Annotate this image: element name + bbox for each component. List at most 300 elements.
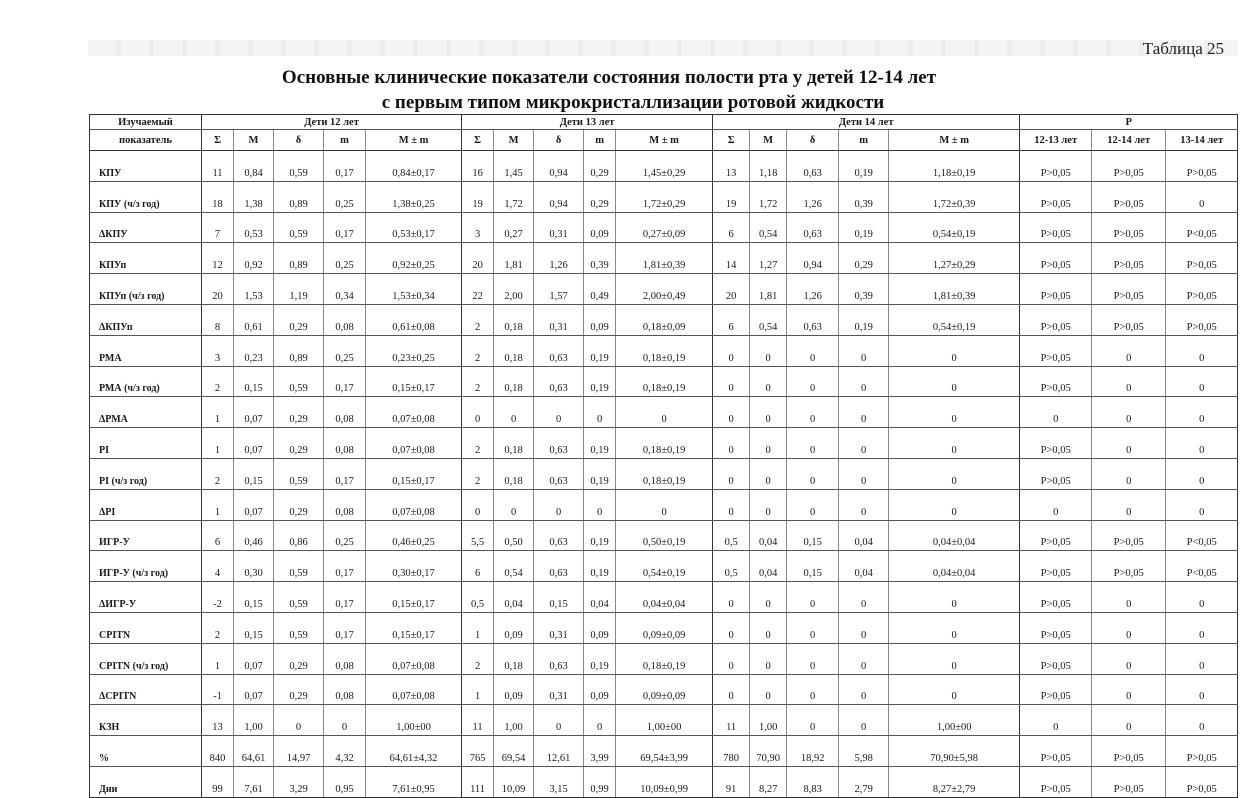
cell-sum-13: 2 bbox=[462, 304, 494, 335]
cell-p-12-13: P>0,05 bbox=[1020, 736, 1092, 767]
cell-p-12-14: 0 bbox=[1092, 674, 1166, 705]
header-error-14: m bbox=[839, 130, 889, 151]
indicator-name-cell: ИГР-У (ч/з год) bbox=[90, 551, 202, 582]
cell-delta-12: 0,59 bbox=[274, 212, 324, 243]
cell-sum-14: 19 bbox=[713, 181, 750, 212]
cell-error-12: 0,17 bbox=[324, 212, 366, 243]
cell-delta-14: 1,26 bbox=[787, 181, 839, 212]
cell-sum-12: 4 bbox=[202, 551, 234, 582]
cell-error-13: 0,19 bbox=[584, 428, 616, 459]
cell-error-12: 4,32 bbox=[324, 736, 366, 767]
cell-delta-13: 0,31 bbox=[534, 304, 584, 335]
indicator-name-cell: РМА (ч/з год) bbox=[90, 366, 202, 397]
cell-p-13-14: 0 bbox=[1166, 335, 1238, 366]
cell-mpm-12: 0,53±0,17 bbox=[366, 212, 462, 243]
cell-p-12-14: P>0,05 bbox=[1092, 736, 1166, 767]
cell-mean-13: 0,27 bbox=[494, 212, 534, 243]
table-row bbox=[90, 274, 1238, 305]
header-mpm-14: M ± m bbox=[889, 130, 1020, 151]
cell-error-14: 0 bbox=[839, 674, 889, 705]
cell-sum-14: 0 bbox=[713, 366, 750, 397]
indicator-name-cell: Дни bbox=[90, 766, 202, 797]
header-p-12-13: 12-13 лет bbox=[1020, 130, 1092, 151]
cell-mpm-14: 8,27±2,79 bbox=[889, 766, 1020, 797]
cell-delta-14: 0 bbox=[787, 428, 839, 459]
cell-p-12-13: 0 bbox=[1020, 705, 1092, 736]
cell-p-12-13: P>0,05 bbox=[1020, 643, 1092, 674]
cell-delta-13: 0,94 bbox=[534, 181, 584, 212]
header-mpm-13: M ± m bbox=[616, 130, 713, 151]
cell-delta-14: 0,63 bbox=[787, 304, 839, 335]
cell-sum-14: 0,5 bbox=[713, 520, 750, 551]
cell-mpm-14: 0 bbox=[889, 674, 1020, 705]
cell-mean-14: 0 bbox=[750, 397, 787, 428]
cell-p-13-14: P<0,05 bbox=[1166, 551, 1238, 582]
cell-error-14: 0 bbox=[839, 397, 889, 428]
cell-delta-13: 0 bbox=[534, 705, 584, 736]
cell-mpm-14: 0,54±0,19 bbox=[889, 304, 1020, 335]
cell-sum-13: 2 bbox=[462, 366, 494, 397]
cell-sum-14: 91 bbox=[713, 766, 750, 797]
cell-p-13-14: 0 bbox=[1166, 612, 1238, 643]
cell-delta-13: 0 bbox=[534, 489, 584, 520]
cell-sum-13: 3 bbox=[462, 212, 494, 243]
cell-mpm-13: 0,18±0,09 bbox=[616, 304, 713, 335]
cell-mean-12: 64,61 bbox=[234, 736, 274, 767]
cell-error-13: 0 bbox=[584, 397, 616, 428]
cell-delta-13: 0,63 bbox=[534, 366, 584, 397]
table-row bbox=[90, 181, 1238, 212]
cell-mean-12: 0,92 bbox=[234, 243, 274, 274]
header-delta-13: δ bbox=[534, 130, 584, 151]
cell-mean-12: 0,23 bbox=[234, 335, 274, 366]
cell-error-13: 0,09 bbox=[584, 612, 616, 643]
header-group-14: Дети 14 лет bbox=[713, 115, 1020, 130]
cell-error-12: 0,17 bbox=[324, 458, 366, 489]
clinical-indicators-table bbox=[89, 114, 1238, 798]
cell-error-12: 0,08 bbox=[324, 643, 366, 674]
cell-mpm-12: 0,15±0,17 bbox=[366, 582, 462, 613]
cell-error-13: 0,09 bbox=[584, 674, 616, 705]
cell-error-12: 0,25 bbox=[324, 181, 366, 212]
header-group-13: Дети 13 лет bbox=[462, 115, 713, 130]
cell-mean-12: 0,53 bbox=[234, 212, 274, 243]
header-row-subcolumns bbox=[90, 130, 1238, 151]
cell-mean-12: 1,53 bbox=[234, 274, 274, 305]
cell-delta-12: 0,89 bbox=[274, 335, 324, 366]
cell-mpm-13: 0,09±0,09 bbox=[616, 612, 713, 643]
cell-delta-12: 0,59 bbox=[274, 582, 324, 613]
cell-sum-13: 2 bbox=[462, 335, 494, 366]
cell-mean-13: 1,81 bbox=[494, 243, 534, 274]
cell-mpm-12: 0,46±0,25 bbox=[366, 520, 462, 551]
cell-error-13: 0,29 bbox=[584, 181, 616, 212]
cell-p-12-14: 0 bbox=[1092, 612, 1166, 643]
table-row bbox=[90, 705, 1238, 736]
cell-sum-14: 0 bbox=[713, 428, 750, 459]
cell-p-13-14: 0 bbox=[1166, 582, 1238, 613]
cell-mpm-14: 0 bbox=[889, 489, 1020, 520]
cell-mpm-13: 1,45±0,29 bbox=[616, 151, 713, 182]
cell-sum-14: 0 bbox=[713, 489, 750, 520]
cell-mpm-13: 0,18±0,19 bbox=[616, 366, 713, 397]
cell-mpm-13: 0 bbox=[616, 489, 713, 520]
table-row bbox=[90, 304, 1238, 335]
indicator-name-cell: ΔКПУ bbox=[90, 212, 202, 243]
cell-p-12-13: P>0,05 bbox=[1020, 766, 1092, 797]
cell-p-12-14: 0 bbox=[1092, 582, 1166, 613]
indicator-name-cell: ΔРМА bbox=[90, 397, 202, 428]
cell-sum-13: 11 bbox=[462, 705, 494, 736]
cell-mean-13: 1,72 bbox=[494, 181, 534, 212]
cell-delta-13: 3,15 bbox=[534, 766, 584, 797]
cell-delta-14: 0,63 bbox=[787, 212, 839, 243]
table-row bbox=[90, 643, 1238, 674]
cell-p-12-13: P>0,05 bbox=[1020, 212, 1092, 243]
cell-mean-13: 69,54 bbox=[494, 736, 534, 767]
cell-mean-14: 0 bbox=[750, 366, 787, 397]
cell-delta-12: 14,97 bbox=[274, 736, 324, 767]
cell-mpm-13: 69,54±3,99 bbox=[616, 736, 713, 767]
cell-mean-12: 0,07 bbox=[234, 397, 274, 428]
cell-delta-14: 0,94 bbox=[787, 243, 839, 274]
cell-mpm-13: 0,50±0,19 bbox=[616, 520, 713, 551]
cell-delta-14: 0,63 bbox=[787, 151, 839, 182]
cell-mpm-14: 1,18±0,19 bbox=[889, 151, 1020, 182]
cell-mean-12: 0,07 bbox=[234, 428, 274, 459]
cell-error-12: 0,17 bbox=[324, 551, 366, 582]
cell-mpm-12: 0,15±0,17 bbox=[366, 366, 462, 397]
cell-mean-14: 1,18 bbox=[750, 151, 787, 182]
cell-mpm-12: 0,07±0,08 bbox=[366, 643, 462, 674]
cell-error-12: 0 bbox=[324, 705, 366, 736]
cell-p-13-14: P>0,05 bbox=[1166, 304, 1238, 335]
indicator-name-cell: PI (ч/з год) bbox=[90, 458, 202, 489]
table-row bbox=[90, 551, 1238, 582]
cell-p-13-14: 0 bbox=[1166, 366, 1238, 397]
cell-p-12-14: 0 bbox=[1092, 366, 1166, 397]
cell-p-13-14: P>0,05 bbox=[1166, 766, 1238, 797]
cell-mean-12: 0,15 bbox=[234, 612, 274, 643]
cell-mean-13: 1,00 bbox=[494, 705, 534, 736]
cell-error-14: 0,04 bbox=[839, 520, 889, 551]
cell-mean-13: 0 bbox=[494, 397, 534, 428]
cell-delta-12: 0,59 bbox=[274, 151, 324, 182]
cell-sum-14: 0 bbox=[713, 458, 750, 489]
cell-delta-13: 0,31 bbox=[534, 674, 584, 705]
cell-p-12-14: 0 bbox=[1092, 643, 1166, 674]
cell-sum-12: 840 bbox=[202, 736, 234, 767]
cell-sum-13: 765 bbox=[462, 736, 494, 767]
cell-error-13: 0,09 bbox=[584, 212, 616, 243]
cell-sum-12: -1 bbox=[202, 674, 234, 705]
indicator-name-cell: КПУп (ч/з год) bbox=[90, 274, 202, 305]
cell-error-13: 0,19 bbox=[584, 643, 616, 674]
cell-mpm-12: 0,84±0,17 bbox=[366, 151, 462, 182]
cell-mean-14: 0,54 bbox=[750, 212, 787, 243]
indicator-name-cell: ΔPI bbox=[90, 489, 202, 520]
table-title-line-1: Основные клинические показатели состояния полости рта у детей 12-14 лет bbox=[281, 67, 937, 88]
cell-error-14: 0,04 bbox=[839, 551, 889, 582]
cell-mpm-12: 0,07±0,08 bbox=[366, 397, 462, 428]
cell-sum-14: 13 bbox=[713, 151, 750, 182]
cell-mean-13: 1,45 bbox=[494, 151, 534, 182]
cell-mpm-12: 0,15±0,17 bbox=[366, 458, 462, 489]
cell-delta-14: 0 bbox=[787, 612, 839, 643]
cell-mpm-12: 0,61±0,08 bbox=[366, 304, 462, 335]
cell-mean-12: 0,15 bbox=[234, 366, 274, 397]
cell-mpm-14: 0 bbox=[889, 582, 1020, 613]
cell-sum-12: 12 bbox=[202, 243, 234, 274]
cell-p-12-13: P>0,05 bbox=[1020, 181, 1092, 212]
cell-mpm-13: 1,81±0,39 bbox=[616, 243, 713, 274]
cell-mean-13: 2,00 bbox=[494, 274, 534, 305]
table-row bbox=[90, 674, 1238, 705]
cell-sum-13: 1 bbox=[462, 674, 494, 705]
cell-mpm-13: 2,00±0,49 bbox=[616, 274, 713, 305]
header-mean-14: M bbox=[750, 130, 787, 151]
cell-error-14: 0,19 bbox=[839, 151, 889, 182]
cell-mpm-12: 0,07±0,08 bbox=[366, 489, 462, 520]
cell-error-14: 0,39 bbox=[839, 274, 889, 305]
cell-delta-13: 1,57 bbox=[534, 274, 584, 305]
cell-error-14: 5,98 bbox=[839, 736, 889, 767]
table-row bbox=[90, 428, 1238, 459]
table-row bbox=[90, 489, 1238, 520]
cell-mean-13: 0,18 bbox=[494, 366, 534, 397]
cell-p-12-14: P>0,05 bbox=[1092, 151, 1166, 182]
cell-p-12-14: P>0,05 bbox=[1092, 304, 1166, 335]
cell-delta-14: 0,15 bbox=[787, 520, 839, 551]
table-row bbox=[90, 212, 1238, 243]
cell-p-13-14: 0 bbox=[1166, 705, 1238, 736]
cell-delta-13: 0,31 bbox=[534, 212, 584, 243]
cell-mean-12: 0,07 bbox=[234, 674, 274, 705]
cell-error-12: 0,08 bbox=[324, 397, 366, 428]
cell-sum-12: 2 bbox=[202, 366, 234, 397]
cell-error-13: 0,09 bbox=[584, 304, 616, 335]
cell-p-13-14: P<0,05 bbox=[1166, 212, 1238, 243]
cell-mean-14: 0,04 bbox=[750, 520, 787, 551]
cell-sum-14: 0 bbox=[713, 612, 750, 643]
cell-mean-12: 0,07 bbox=[234, 643, 274, 674]
indicator-name-cell: ΔCPITN bbox=[90, 674, 202, 705]
cell-mpm-14: 0 bbox=[889, 397, 1020, 428]
table-row bbox=[90, 366, 1238, 397]
cell-error-14: 0 bbox=[839, 612, 889, 643]
cell-delta-12: 0,59 bbox=[274, 551, 324, 582]
cell-mpm-13: 1,00±00 bbox=[616, 705, 713, 736]
cell-mean-13: 0,18 bbox=[494, 304, 534, 335]
header-p-12-14: 12-14 лет bbox=[1092, 130, 1166, 151]
cell-delta-12: 0,29 bbox=[274, 428, 324, 459]
table-row bbox=[90, 151, 1238, 182]
cell-sum-14: 0 bbox=[713, 643, 750, 674]
header-indicator-line2: показатель bbox=[90, 130, 202, 151]
indicator-name-cell: ΔИГР-У bbox=[90, 582, 202, 613]
cell-delta-12: 0,29 bbox=[274, 643, 324, 674]
cell-error-12: 0,95 bbox=[324, 766, 366, 797]
cell-error-13: 0,19 bbox=[584, 366, 616, 397]
cell-delta-13: 0,63 bbox=[534, 428, 584, 459]
cell-mpm-13: 0,18±0,19 bbox=[616, 458, 713, 489]
cell-mpm-12: 0,07±0,08 bbox=[366, 428, 462, 459]
cell-mpm-14: 0,04±0,04 bbox=[889, 551, 1020, 582]
cell-delta-14: 0 bbox=[787, 335, 839, 366]
cell-sum-12: 7 bbox=[202, 212, 234, 243]
cell-mpm-14: 0 bbox=[889, 366, 1020, 397]
cell-mpm-12: 1,38±0,25 bbox=[366, 181, 462, 212]
cell-mpm-12: 1,00±00 bbox=[366, 705, 462, 736]
cell-sum-12: 18 bbox=[202, 181, 234, 212]
cell-error-14: 0 bbox=[839, 335, 889, 366]
cell-p-12-13: P>0,05 bbox=[1020, 243, 1092, 274]
cell-error-14: 0 bbox=[839, 458, 889, 489]
indicator-name-cell: % bbox=[90, 736, 202, 767]
cell-mpm-14: 70,90±5,98 bbox=[889, 736, 1020, 767]
indicator-name-cell: КПУ bbox=[90, 151, 202, 182]
cell-delta-12: 0,86 bbox=[274, 520, 324, 551]
cell-sum-14: 0 bbox=[713, 397, 750, 428]
cell-mpm-13: 0,27±0,09 bbox=[616, 212, 713, 243]
cell-p-13-14: 0 bbox=[1166, 674, 1238, 705]
table-row bbox=[90, 520, 1238, 551]
cell-mean-14: 1,72 bbox=[750, 181, 787, 212]
cell-error-12: 0,17 bbox=[324, 612, 366, 643]
cell-error-12: 0,25 bbox=[324, 520, 366, 551]
table-row bbox=[90, 458, 1238, 489]
cell-error-13: 0,19 bbox=[584, 520, 616, 551]
cell-mean-14: 1,00 bbox=[750, 705, 787, 736]
cell-mpm-12: 1,53±0,34 bbox=[366, 274, 462, 305]
cell-sum-12: 8 bbox=[202, 304, 234, 335]
cell-error-12: 0,17 bbox=[324, 582, 366, 613]
header-error-13: m bbox=[584, 130, 616, 151]
cell-mean-12: 1,38 bbox=[234, 181, 274, 212]
cell-mpm-12: 64,61±4,32 bbox=[366, 736, 462, 767]
cell-sum-12: 2 bbox=[202, 612, 234, 643]
cell-mpm-13: 0,09±0,09 bbox=[616, 674, 713, 705]
cell-delta-13: 12,61 bbox=[534, 736, 584, 767]
cell-mean-14: 0 bbox=[750, 335, 787, 366]
indicator-name-cell: ИГР-У bbox=[90, 520, 202, 551]
cell-delta-14: 0 bbox=[787, 458, 839, 489]
cell-delta-12: 0,29 bbox=[274, 489, 324, 520]
cell-error-13: 0,39 bbox=[584, 243, 616, 274]
cell-sum-12: 1 bbox=[202, 428, 234, 459]
cell-delta-14: 1,26 bbox=[787, 274, 839, 305]
cell-mpm-13: 1,72±0,29 bbox=[616, 181, 713, 212]
cell-sum-12: 6 bbox=[202, 520, 234, 551]
cell-delta-13: 0,94 bbox=[534, 151, 584, 182]
cell-delta-13: 0,63 bbox=[534, 643, 584, 674]
cell-error-13: 0,19 bbox=[584, 335, 616, 366]
cell-delta-13: 0,63 bbox=[534, 335, 584, 366]
header-mpm-12: M ± m bbox=[366, 130, 462, 151]
cell-mean-12: 1,00 bbox=[234, 705, 274, 736]
table-row bbox=[90, 397, 1238, 428]
cell-error-13: 0 bbox=[584, 489, 616, 520]
cell-p-12-14: P>0,05 bbox=[1092, 212, 1166, 243]
cell-error-13: 0,29 bbox=[584, 151, 616, 182]
cell-sum-13: 111 bbox=[462, 766, 494, 797]
header-sum-14: Σ bbox=[713, 130, 750, 151]
cell-p-12-13: P>0,05 bbox=[1020, 520, 1092, 551]
cell-sum-13: 2 bbox=[462, 643, 494, 674]
cell-delta-14: 0 bbox=[787, 674, 839, 705]
cell-mean-12: 0,46 bbox=[234, 520, 274, 551]
cell-mean-14: 0,54 bbox=[750, 304, 787, 335]
cell-delta-12: 0,59 bbox=[274, 612, 324, 643]
cell-error-14: 0 bbox=[839, 582, 889, 613]
header-delta-12: δ bbox=[274, 130, 324, 151]
cell-sum-14: 0 bbox=[713, 335, 750, 366]
cell-mpm-12: 0,30±0,17 bbox=[366, 551, 462, 582]
cell-error-12: 0,08 bbox=[324, 304, 366, 335]
cell-delta-14: 0 bbox=[787, 366, 839, 397]
cell-sum-13: 0 bbox=[462, 397, 494, 428]
cell-sum-14: 11 bbox=[713, 705, 750, 736]
cell-mpm-14: 1,81±0,39 bbox=[889, 274, 1020, 305]
indicator-name-cell: РМА bbox=[90, 335, 202, 366]
cell-sum-14: 6 bbox=[713, 304, 750, 335]
cell-delta-13: 0,63 bbox=[534, 551, 584, 582]
cell-sum-12: 1 bbox=[202, 397, 234, 428]
cell-p-13-14: 0 bbox=[1166, 489, 1238, 520]
cell-sum-12: 20 bbox=[202, 274, 234, 305]
cell-delta-12: 1,19 bbox=[274, 274, 324, 305]
cell-sum-14: 6 bbox=[713, 212, 750, 243]
cell-error-12: 0,25 bbox=[324, 243, 366, 274]
cell-mean-12: 0,15 bbox=[234, 582, 274, 613]
indicator-name-cell: CPITN bbox=[90, 612, 202, 643]
cell-mpm-14: 0 bbox=[889, 458, 1020, 489]
cell-delta-12: 0 bbox=[274, 705, 324, 736]
indicator-name-cell: КПУ (ч/з год) bbox=[90, 181, 202, 212]
cell-sum-14: 14 bbox=[713, 243, 750, 274]
table-body bbox=[90, 151, 1238, 798]
cell-sum-13: 22 bbox=[462, 274, 494, 305]
cell-delta-13: 0,63 bbox=[534, 520, 584, 551]
cell-error-14: 0 bbox=[839, 705, 889, 736]
cell-delta-14: 0 bbox=[787, 582, 839, 613]
table-row bbox=[90, 335, 1238, 366]
cell-mpm-12: 0,07±0,08 bbox=[366, 674, 462, 705]
cell-sum-14: 0,5 bbox=[713, 551, 750, 582]
cell-mpm-12: 0,92±0,25 bbox=[366, 243, 462, 274]
cell-mean-14: 1,27 bbox=[750, 243, 787, 274]
cell-sum-13: 19 bbox=[462, 181, 494, 212]
cell-error-14: 0,19 bbox=[839, 304, 889, 335]
cell-sum-13: 16 bbox=[462, 151, 494, 182]
cell-error-13: 0 bbox=[584, 705, 616, 736]
cell-p-12-14: P>0,05 bbox=[1092, 274, 1166, 305]
cell-p-13-14: P<0,05 bbox=[1166, 520, 1238, 551]
cell-mean-13: 0,04 bbox=[494, 582, 534, 613]
table-title-line-2: с первым типом микрокристаллизации ротовой жидкости bbox=[381, 92, 885, 113]
cell-delta-13: 1,26 bbox=[534, 243, 584, 274]
cell-p-12-13: P>0,05 bbox=[1020, 335, 1092, 366]
cell-error-13: 0,04 bbox=[584, 582, 616, 613]
cell-mean-13: 10,09 bbox=[494, 766, 534, 797]
cell-mean-14: 70,90 bbox=[750, 736, 787, 767]
cell-mpm-12: 0,15±0,17 bbox=[366, 612, 462, 643]
cell-mean-13: 0,18 bbox=[494, 643, 534, 674]
cell-p-12-13: P>0,05 bbox=[1020, 304, 1092, 335]
cell-mpm-13: 0 bbox=[616, 397, 713, 428]
cell-error-13: 0,19 bbox=[584, 458, 616, 489]
cell-mpm-14: 0,04±0,04 bbox=[889, 520, 1020, 551]
